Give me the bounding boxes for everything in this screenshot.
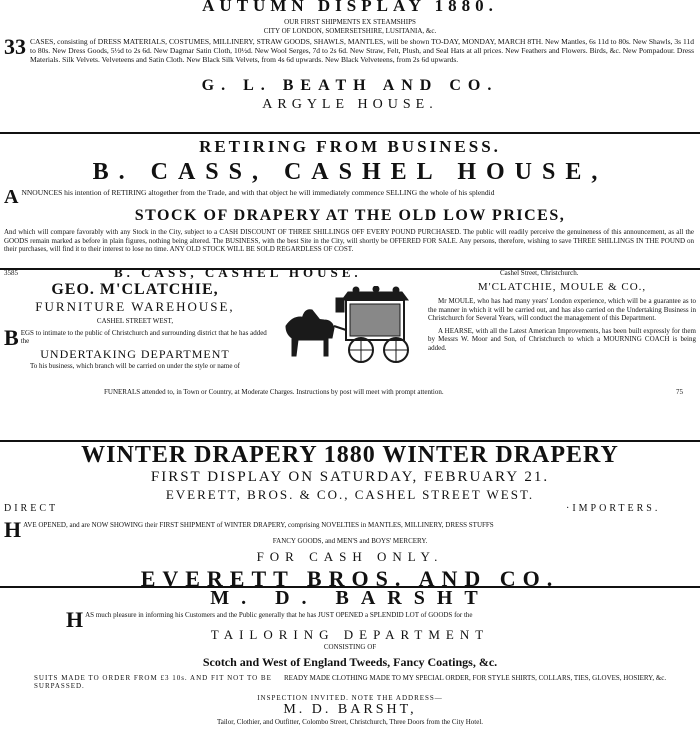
mclatchie-moule-note: Mr MOULE, who has had many years' London experience, which will be a guarantee as to the manner in which it will be carried out, and has also carried on the Undertaking Business in Christchurch for Several Years, will conduct the management of this Department. [428,297,696,322]
mclatchie-right-column [428,280,696,352]
barsht-ready: READY MADE CLOTHING MADE TO MY SPECIAL ORDER, FOR STYLE SHIRTS, COLLARS, TIES, GLOVES, HOSIERY, &c. [284,673,667,682]
beath-shipments: OUR FIRST SHIPMENTS EX STEAMSHIPS [284,18,416,26]
beath-body-block [4,37,694,73]
cass-footer: B. CASS, CASHEL HOUSE. [114,265,362,280]
everett-importers: ·IMPORTERS. [566,503,661,514]
mclatchie-hearse-note: A HEARSE, with all the Latest American Improvements, has been built expressly for them by Messrs W. Moor and Son, of Christchurch to which a MOURNING COACH is being added. [428,326,696,352]
beath-firm: G. L. BEATH AND CO. [201,77,499,94]
barsht-advertisement [0,588,700,736]
everett-direct: DIRECT [4,503,59,514]
everett-headline: WINTER DRAPERY 1880 WINTER DRAPERY [81,442,619,468]
barsht-dept: TAILORING DEPARTMENT [210,627,490,642]
barsht-consisting: CONSISTING OF [323,643,377,651]
beath-headline: AUTUMN DISPLAY 1880. [202,0,498,15]
cass-stock: STOCK OF DRAPERY AT THE OLD LOW PRICES, [134,207,566,224]
cass-intro: NNOUNCES his intention of RETIRING altogether from the Trade, and with that object he will immediately commence SELLING the whole of his splendid [21,188,495,197]
hearse-illustration [276,286,426,366]
everett-drop-letter: H [4,521,22,537]
barsht-footer: M. D. BARSHT, [283,702,417,717]
mclatchie-left-column [0,280,270,370]
mclatchie-advertisement [0,270,700,406]
barsht-suits: SUITS MADE TO ORDER FROM £3 10s. AND FIT NOT TO BE SURPASSED. [34,673,272,690]
mclatchie-intro-block [4,329,270,347]
cass-drop-letter: A [4,188,19,206]
beath-house: ARGYLE HOUSE. [262,97,438,112]
barsht-firm: M. D. BARSHT [210,588,490,608]
everett-advertisement [0,442,700,590]
cass-body: And which will compare favorably with any Stock in the City, subject to a CASH DISCOUNT OF THREE SHILLINGS OFF EVERY POUND PURCHASED. The public will readily perceive the genuineness of this announcement, as all the GOODS remain marked as before in plain figures, nothing being altered. The BUSINESS, with the best Site in the City, will shortly be OFFERED FOR SALE. Any persons, therefore, wishing to save THREE SHILLINGS IN THE POUND on their purchases, will find it to their interest to lose no time. ANY OLD STOCK WILL BE SOLD REGARDLESS OF COST. [4,228,694,253]
beath-body: CASES, consisting of DRESS MATERIALS, COSTUMES, MILLINERY, STRAW GOODS, SHAWLS, MANTLES, will be shown TO-DAY, MONDAY, MARCH 8TH. New Mantles, 6s 11d to 80s. New Shawls, 3s 11d to 80s. New Dress Goods, 5½d to 2s 6d. New Dagmar Satin Cloth, 10½d. New Wool Serges, 7d to 2s 6d. New Straw, Felt, Plush, and Seal Hats at all prices. New Feathers and Flowers. Birds, &c. New Pompadour. Dress Materials. Silk Velvets. Velveteens and Satin Cloth. New Black Silk Velvets, from 4s 6d upwards. New Black Velveteens, from 2s 6d upwards. [30,37,694,64]
everett-body: AVE OPENED, and are NOW SHOWING their FIRST SHIPMENT of WINTER DRAPERY, comprising NOVELTIES in MANTLES, MILLINERY, DRESS STUFFS [23,521,494,529]
everett-cash: FOR CASH ONLY. [256,548,444,564]
everett-body-2: FANCY GOODS, and MEN'S and BOYS' MERCERY. [272,537,428,545]
beath-ships: CITY OF LONDON, SOMERSETSHIRE, LUSITANIA, &c. [263,26,437,35]
barsht-intro-block [66,611,694,627]
barsht-offers-row [0,674,700,694]
barsht-address: Tailor, Clothier, and Outfitter, Colombo Street, Christchurch, Three Doors from the City Hotel. [216,718,484,726]
cass-address: Cashel Street, Christchurch. [500,269,579,277]
cass-ref-number: 3585 [4,269,18,277]
barsht-drop-letter: H [66,611,84,627]
barsht-goods: Scotch and West of England Tweeds, Fancy Coatings, &c. [202,654,498,669]
mclatchie-ref-number: 75 [676,388,683,396]
mclatchie-street: CASHEL STREET WEST, [96,317,174,325]
cass-firm: B. CASS, CASHEL HOUSE, [92,159,608,185]
everett-footer: EVERETT BROS. AND CO. [140,565,560,591]
mclatchie-firm: GEO. M'CLATCHIE, [51,281,219,298]
mclatchie-tail: To his business, which branch will be carried on under the style or name of [29,361,241,370]
everett-body-block [4,521,694,537]
everett-firm-line: EVERETT, BROS. & CO., CASHEL STREET WEST. [165,487,535,502]
mclatchie-drop-letter: B [4,328,19,347]
beath-advertisement [0,0,700,134]
mclatchie-funerals: FUNERALS attended to, in Town or Country, at Moderate Charges. Instructions by post will meet with prompt attention. [104,388,444,396]
mclatchie-partnership: M'CLATCHIE, MOULE & CO., [477,281,647,293]
mclatchie-intro: EGS to intimate to the public of Christchurch and surrounding district that he has added the [20,328,267,345]
everett-direct-row [0,503,700,517]
cass-advertisement [0,134,700,280]
barsht-intro: AS much pleasure in informing his Customers and the Public generally that he has JUST OPENED a SPLENDID LOT of GOODS for the [85,611,473,619]
barsht-invite: INSPECTION INVITED. NOTE THE ADDRESS— [257,693,443,702]
mclatchie-dept: UNDERTAKING DEPARTMENT [40,346,230,361]
mclatchie-business: FURNITURE WAREHOUSE, [35,299,235,314]
cass-intro-block [4,188,694,206]
beath-ref-number: 33 [4,37,26,59]
cass-headline: RETIRING FROM BUSINESS. [199,137,501,156]
everett-display: FIRST DISPLAY ON SATURDAY, FEBRUARY 21. [150,469,550,485]
